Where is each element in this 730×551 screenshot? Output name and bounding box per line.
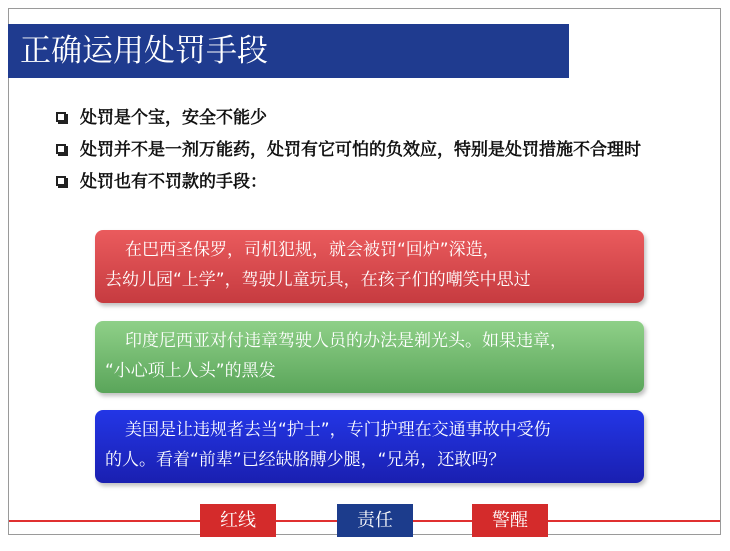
bullet-text: 处罚也有不罚款的手段： <box>80 172 267 192</box>
nav-button-red-line[interactable]: 红线 <box>200 504 276 537</box>
title-bar <box>8 24 569 78</box>
card-line: 美国是让违规者去当“护士”，专门护理在交通事故中受伤 <box>125 420 551 440</box>
slide-title: 正确运用处罚手段 <box>20 33 268 69</box>
nav-button-responsibility[interactable]: 责任 <box>337 504 413 537</box>
card-line: 的人。看着“前辈”已经缺胳膊少腿，“兄弟，还敢吗？ <box>105 450 506 470</box>
bullet-text: 处罚并不是一剂万能药，处罚有它可怕的负效应，特别是处罚措施不合理时 <box>80 140 641 160</box>
brazil-example-card <box>95 230 644 303</box>
bullet-item <box>54 170 679 194</box>
bullet-list <box>54 106 679 202</box>
bullet-text: 处罚是个宝，安全不能少 <box>80 108 267 128</box>
checkbox-bullet-icon <box>56 176 66 186</box>
card-line: 印度尼西亚对付违章驾驶人员的办法是剃光头。如果违章， <box>125 331 567 351</box>
bullet-item <box>54 138 679 162</box>
indonesia-example-card <box>95 321 644 393</box>
bullet-item <box>54 106 679 130</box>
checkbox-bullet-icon <box>56 112 66 122</box>
card-line: “小心项上人头”的黑发 <box>105 361 276 381</box>
card-line: 在巴西圣保罗，司机犯规，就会被罚“回炉”深造， <box>125 240 500 260</box>
usa-example-card <box>95 410 644 483</box>
card-line: 去幼儿园“上学”，驾驶儿童玩具，在孩子们的嘲笑中思过 <box>105 270 531 290</box>
nav-button-alert[interactable]: 警醒 <box>472 504 548 537</box>
checkbox-bullet-icon <box>56 144 66 154</box>
